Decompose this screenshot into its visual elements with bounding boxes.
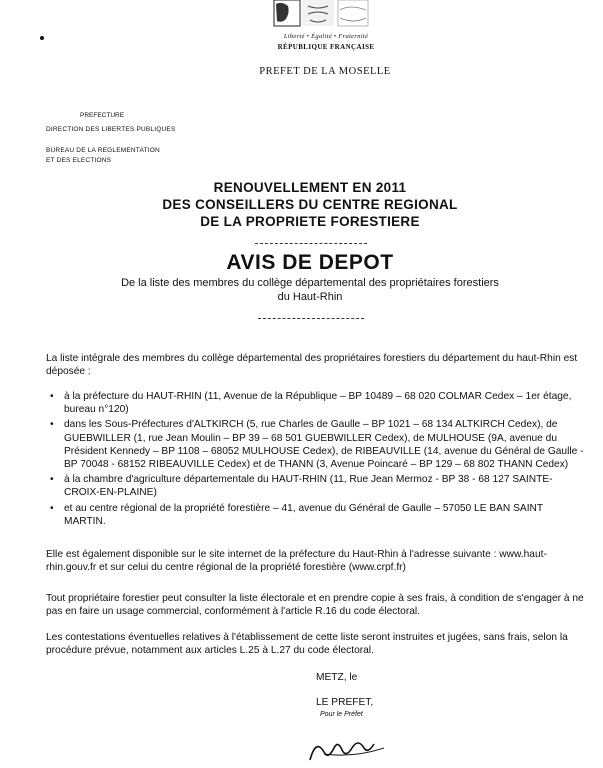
admin-direction: DIRECTION DES LIBERTES PUBLIQUES bbox=[46, 126, 176, 133]
intro-paragraph: La liste intégrale des membres du collège départemental des propriétaires forestiers du département du haut-Rhin est déposée : bbox=[46, 353, 578, 378]
bullet-icon: • bbox=[50, 502, 54, 514]
deposit-locations-list bbox=[48, 390, 586, 530]
handwritten-signature bbox=[300, 724, 420, 768]
location-crpf: et au centre régional de la propriété forestière – 41, avenue du Général de Gaulle – 57050 LE BAN SAINT MARTIN. bbox=[64, 502, 543, 527]
admin-prefecture: PREFECTURE bbox=[80, 112, 125, 119]
internet-paragraph: Elle est également disponible sur le site internet de la préfecture du Haut-Rhin à l'adresse suivante : www.haut-rhin.gouv.fr et sur celui du centre régional de la propriété forestière (www.crpf.fr) bbox=[46, 549, 547, 574]
admin-bureau: BUREAU DE LA REGLEMENTATION bbox=[46, 147, 160, 154]
avis-heading: AVIS DE DEPOT bbox=[226, 251, 394, 274]
republic-motto: Liberté • Égalité • Fraternité bbox=[283, 33, 369, 40]
subtitle bbox=[80, 276, 540, 304]
prefet-heading: PREFET DE LA MOSELLE bbox=[259, 66, 391, 77]
list-item bbox=[48, 418, 586, 471]
location-chambre-agriculture: à la chambre d'agriculture départementale du HAUT-RHIN (11, Rue Jean Mermoz - BP 38 - 68 127 SAINTE-CROIX-EN-PLAINE) bbox=[64, 474, 553, 499]
margin-dot bbox=[40, 36, 44, 40]
consultation-paragraph: Tout propriétaire forestier peut consulter la liste électorale et en prendre copie à ses frais, à condition de s'engager à ne pas en faire un usage commercial, conformément à l'article R.16 du code électoral. bbox=[46, 593, 584, 618]
signature-place: METZ, le bbox=[316, 672, 358, 683]
list-item bbox=[48, 390, 586, 416]
list-item bbox=[48, 473, 586, 499]
signature-delegation: Pour le Préfet bbox=[320, 711, 363, 718]
location-prefecture: à la préfecture du HAUT-RHIN (11, Avenue de la République – BP 10489 – 68 020 COLMAR Cedex – 1er étage, bureau n°120) bbox=[64, 391, 572, 416]
title-rule bbox=[255, 243, 367, 245]
contestation-paragraph: Les contestations éventuelles relatives à l'établissement de cette liste seront instruites et jugées, sans frais, selon la procédure prévue, notamment aux articles L.25 à L.27 du code électoral. bbox=[46, 632, 568, 657]
republic-name: RÉPUBLIQUE FRANÇAISE bbox=[277, 43, 375, 51]
subtitle-rule bbox=[258, 318, 364, 320]
marianne-logo bbox=[268, 0, 378, 34]
title-line-2: DES CONSEILLERS DU CENTRE REGIONAL bbox=[162, 197, 458, 212]
admin-elections: ET DES ELECTIONS bbox=[46, 157, 112, 164]
title-line-1: RENOUVELLEMENT EN 2011 bbox=[213, 180, 407, 195]
subtitle-line-2: du Haut-Rhin bbox=[277, 291, 343, 303]
subtitle-line-1: De la liste des membres du collège départemental des propriétaires forestiers bbox=[121, 277, 499, 289]
location-sous-prefectures: dans les Sous-Préfectures d'ALTKIRCH (5, rue Charles de Gaulle – BP 1021 – 68 134 ALTKIRCH Cedex), de GUEBWILLER (1, rue Jean Moulin – BP 39 – 68 501 GUEBWILLER Cedex), de MULHOUSE (9A, avenue du Président Kennedy – BP 1108 – 68052 MULHOUSE Cedex), de RIBEAUVILLE (14, avenue du Général de Gaulle - BP 70048 - 68152 RIBEAUVILLE Cedex) et de THANN (3, Avenue Poincaré – BP 129 – 68 802 THANN Cedex) bbox=[64, 419, 584, 471]
list-item bbox=[48, 502, 586, 528]
bullet-icon: • bbox=[50, 419, 54, 431]
bullet-icon: • bbox=[50, 391, 54, 402]
signature-signer: LE PREFET, bbox=[316, 697, 374, 708]
title-line-3: DE LA PROPRIETE FORESTIERE bbox=[200, 214, 420, 229]
bullet-icon: • bbox=[50, 474, 54, 486]
